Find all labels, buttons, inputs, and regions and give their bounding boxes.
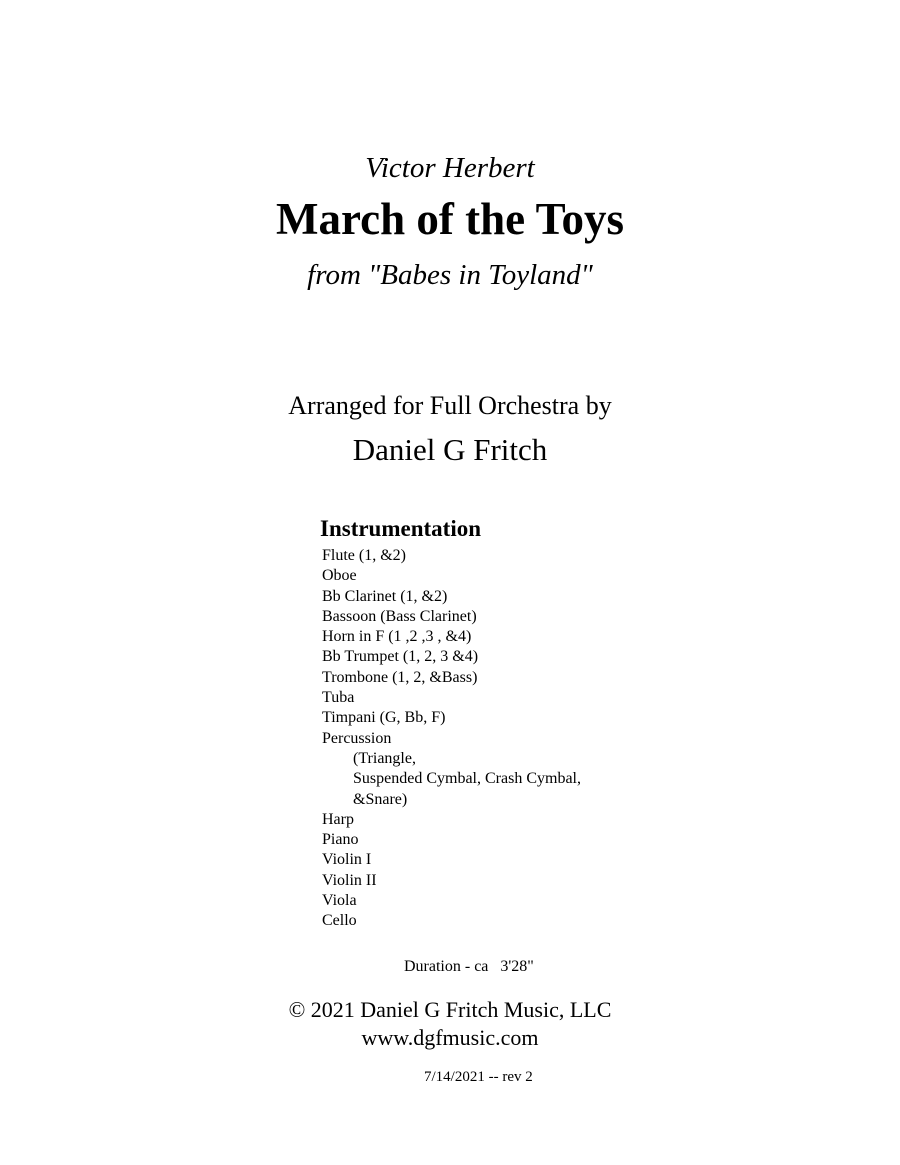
piece-title: March of the Toys	[276, 194, 624, 244]
instrument-item: Bb Trumpet (1, 2, 3 &4)	[322, 648, 479, 666]
instrument-item: Violin I	[322, 851, 372, 869]
instrument-item: (Triangle,	[353, 749, 416, 767]
instrument-item: Trombone (1, 2, &Bass)	[322, 668, 478, 686]
instrument-item: &Snare)	[353, 790, 408, 808]
date-revision-text: 7/14/2021 -- rev 2	[424, 1069, 533, 1085]
instrument-item: Oboe	[322, 567, 357, 585]
instrument-item: Timpani (G, Bb, F)	[322, 709, 446, 727]
instrumentation-list	[322, 546, 581, 932]
instrument-item: Tuba	[322, 689, 355, 707]
instrument-item: Percussion	[322, 729, 392, 747]
piece-subtitle: from "Babes in Toyland"	[307, 259, 593, 291]
instrument-item: Suspended Cymbal, Crash Cymbal,	[353, 770, 581, 788]
instrument-item: Piano	[322, 831, 359, 849]
duration-text: Duration - ca 3'28"	[404, 958, 534, 975]
instrument-item: Cello	[322, 912, 357, 930]
instrument-item: Flute (1, &2)	[322, 547, 406, 564]
composer-name: Victor Herbert	[365, 152, 535, 184]
instrument-item: Viola	[322, 892, 357, 910]
website-text: www.dgfmusic.com	[361, 1025, 539, 1050]
instrument-item: Harp	[322, 810, 354, 828]
instrument-item: Violin II	[322, 871, 377, 889]
arranger-name: Daniel G Fritch	[352, 432, 548, 467]
instrumentation-heading: Instrumentation	[320, 516, 482, 541]
arrangement-line: Arranged for Full Orchestra by	[288, 391, 612, 420]
copyright-text: © 2021 Daniel G Fritch Music, LLC	[288, 997, 612, 1022]
instrument-item: Bassoon (Bass Clarinet)	[322, 607, 477, 625]
instrument-item: Horn in F (1 ,2 ,3 , &4)	[322, 628, 472, 646]
instrument-item: Bb Clarinet (1, &2)	[322, 587, 448, 605]
